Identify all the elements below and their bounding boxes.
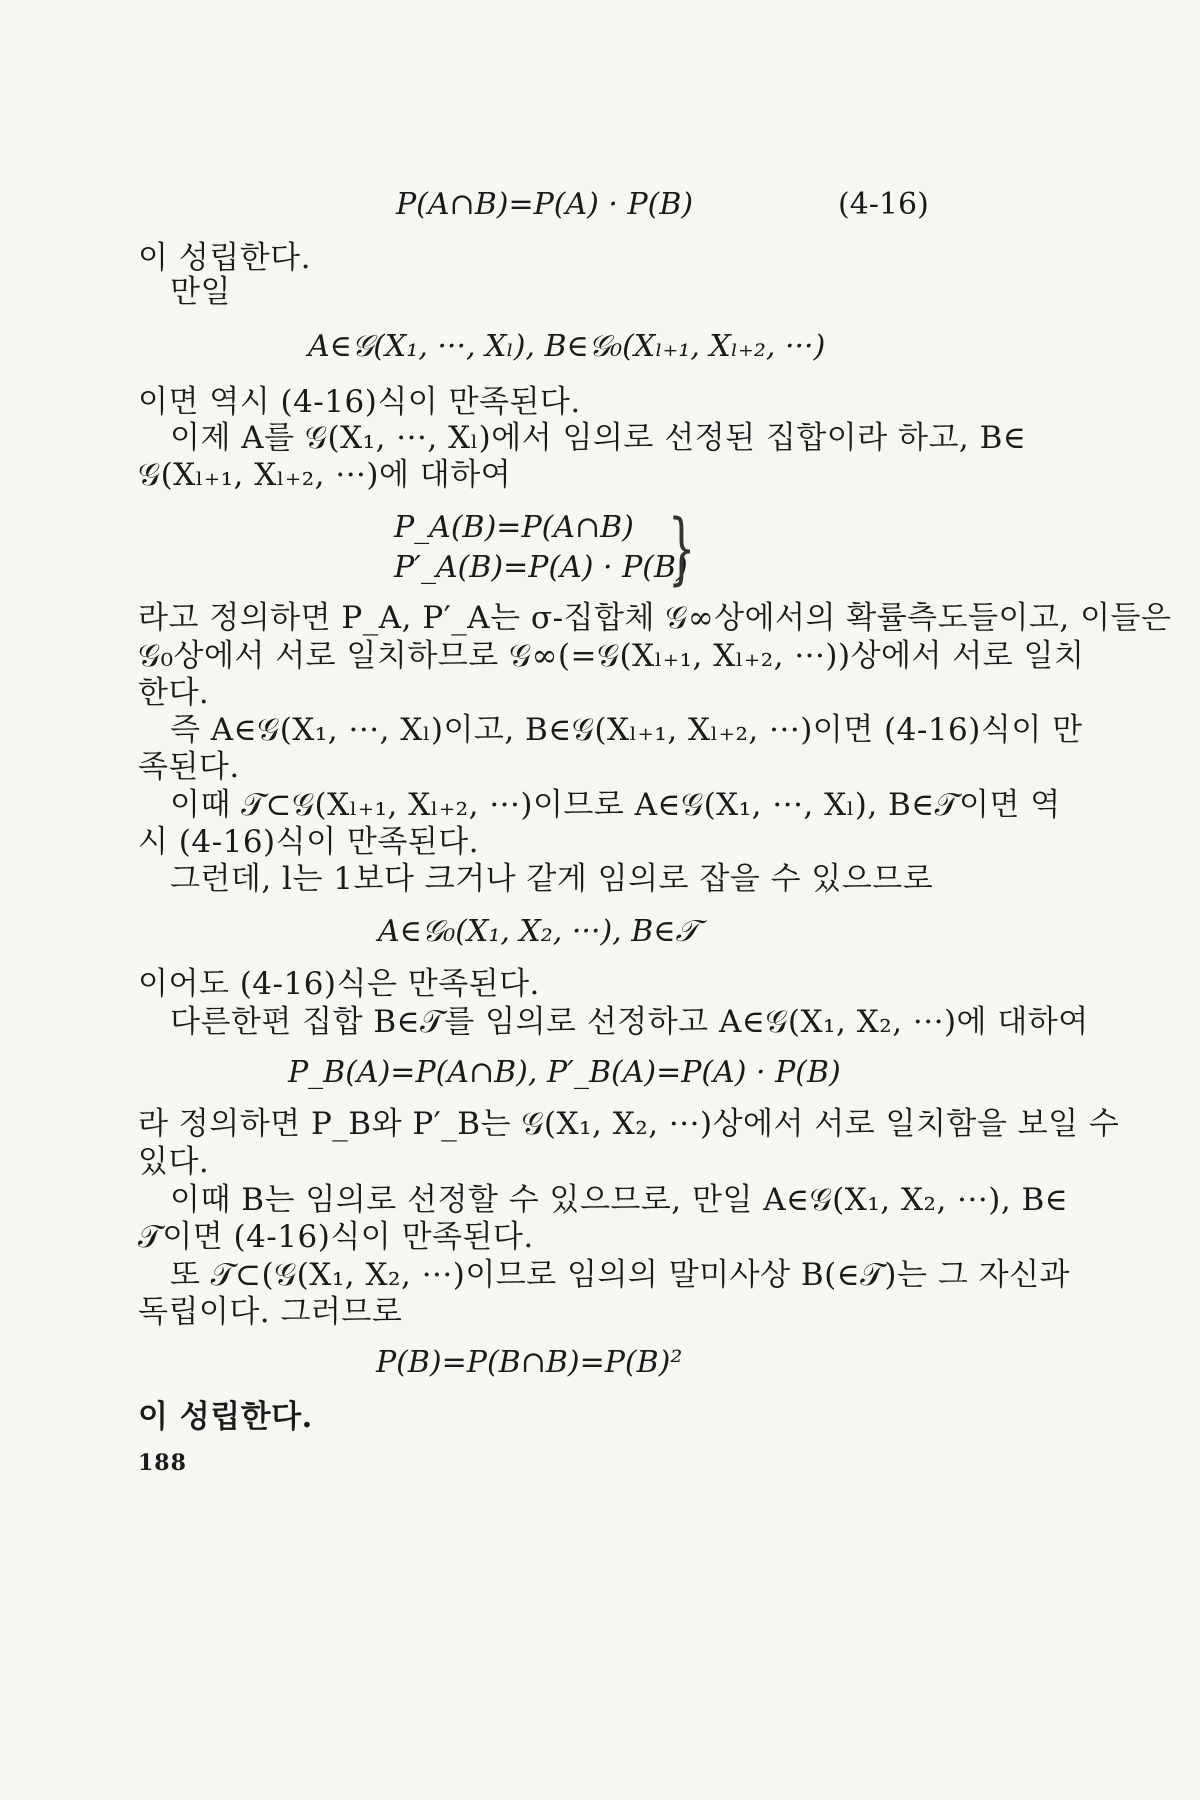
text-line: 독립이다. 그러므로 (138, 1294, 403, 1330)
text-line: 있다. (138, 1144, 210, 1180)
document-page (138, 0, 1172, 1800)
text-line: 즉 A∈𝒢(X₁, ···, Xₗ)이고, B∈𝒢(Xₗ₊₁, Xₗ₊₂, ···)이면 (4-16)식이 만 (170, 712, 1083, 748)
text-line: 만일 (170, 274, 231, 310)
text-line: 이면 역시 (4-16)식이 만족된다. (138, 384, 581, 420)
text-line: 𝒢(Xₗ₊₁, Xₗ₊₂, ···)에 대하여 (138, 457, 512, 493)
text-line: 이 성립한다. (138, 1399, 313, 1435)
text-line: 라 정의하면 P_B와 P′_B는 𝒢(X₁, X₂, ···)상에서 서로 일치함을 보일 수 (138, 1106, 1120, 1142)
equation-number: (4-16) (838, 187, 929, 222)
text-line: 그런데, l는 1보다 크거나 같게 임의로 잡을 수 있으므로 (170, 861, 934, 897)
text-line: 시 (4-16)식이 만족된다. (138, 824, 480, 860)
text-line: 이때 B는 임의로 선정할 수 있으므로, 만일 A∈𝒢(X₁, X₂, ···), B∈ (170, 1182, 1069, 1218)
text-line: 이때 𝒯⊂𝒢(Xₗ₊₁, Xₗ₊₂, ···)이므로 A∈𝒢(X₁, ···, Xₗ), B∈𝒯이면 역 (170, 787, 1061, 823)
text-line: 한다. (138, 675, 210, 711)
text-line: 이어도 (4-16)식은 만족된다. (138, 966, 540, 1002)
text-line: 이 성립한다. (138, 240, 311, 276)
equation-4-16: P(A∩B)=P(A) · P(B) (396, 187, 694, 222)
final-equation: P(B)=P(B∩B)=P(B)² (376, 1345, 683, 1380)
text-line: 𝒢₀상에서 서로 일치하므로 𝒢∞(=𝒢(Xₗ₊₁, Xₗ₊₂, ···))상에서 서로 일치 (138, 638, 1085, 674)
definition-equation: P_A(B)=P(A∩B) (394, 510, 634, 545)
text-line: 라고 정의하면 P_A, P′_A는 σ-집합체 𝒢∞상에서의 확률측도들이고, 이들은 (138, 600, 1172, 636)
text-line: 족된다. (138, 749, 240, 785)
text-line: 𝒯이면 (4-16)식이 만족된다. (138, 1219, 534, 1255)
right-brace: } (668, 504, 696, 594)
condition-equation: A∈𝒢₀(X₁, X₂, ···), B∈𝒯 (378, 914, 699, 949)
definition-equation: P′_A(B)=P(A) · P(B) (394, 550, 688, 585)
text-line: 이제 A를 𝒢(X₁, ···, Xₗ)에서 임의로 선정된 집합이라 하고, B∈ (170, 420, 1027, 456)
definition-equation: P_B(A)=P(A∩B), P′_B(A)=P(A) · P(B) (288, 1055, 841, 1090)
text-line: 다른한편 집합 B∈𝒯를 임의로 선정하고 A∈𝒢(X₁, X₂, ···)에 대하여 (170, 1004, 1089, 1040)
page-number: 188 (138, 1450, 187, 1476)
text-line: 또 𝒯⊂(𝒢(X₁, X₂, ···)이므로 임의의 말미사상 B(∈𝒯)는 그 자신과 (170, 1257, 1070, 1293)
condition-equation: A∈𝒢(X₁, ···, Xₗ), B∈𝒢₀(Xₗ₊₁, Xₗ₊₂, ···) (308, 329, 826, 364)
